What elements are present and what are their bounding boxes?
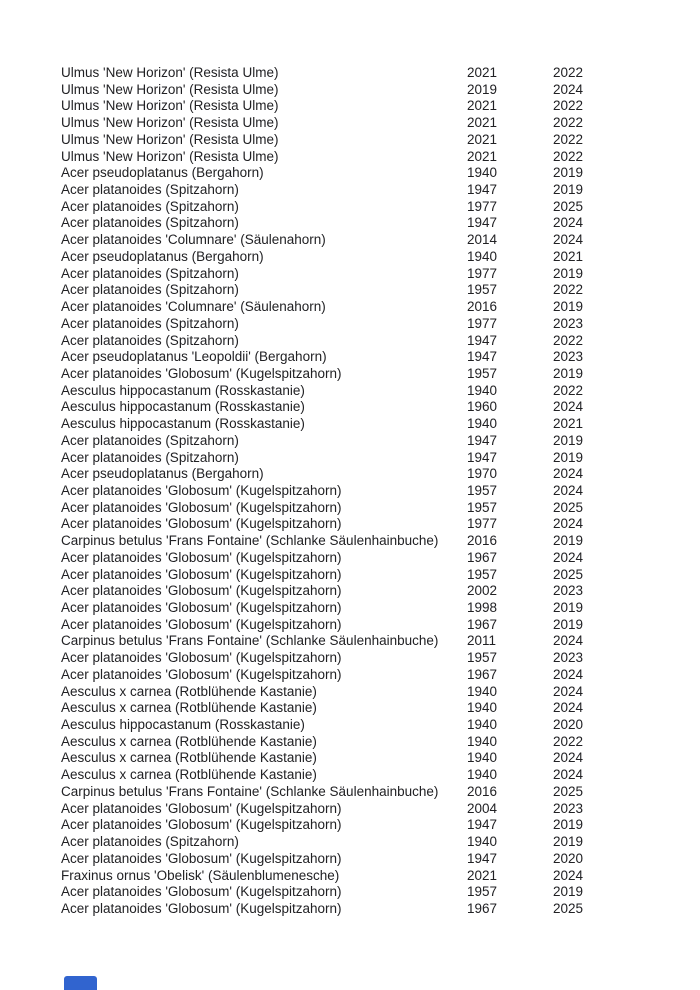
year1-cell: 2016 (467, 299, 498, 315)
species-name-cell: Acer platanoides 'Globosum' (Kugelspitzahorn) (61, 884, 342, 900)
year2-cell: 2024 (553, 867, 584, 883)
species-name-cell: Aesculus hippocastanum (Rosskastanie) (61, 416, 305, 432)
table-row (61, 650, 661, 667)
year2-cell: 2023 (553, 800, 584, 816)
species-name-cell: Acer platanoides 'Globosum' (Kugelspitzahorn) (61, 516, 342, 532)
table-row (61, 851, 661, 868)
year1-cell: 2011 (467, 633, 497, 649)
year2-cell: 2019 (553, 533, 584, 549)
year2-cell: 2019 (553, 884, 584, 900)
species-name-cell: Aesculus x carnea (Rotblühende Kastanie) (61, 767, 317, 783)
year2-cell: 2024 (553, 399, 584, 415)
year1-cell: 1977 (467, 198, 498, 214)
species-name-cell: Acer pseudoplatanus (Bergahorn) (61, 248, 264, 264)
year2-cell: 2024 (553, 232, 584, 248)
species-name-cell: Acer pseudoplatanus (Bergahorn) (61, 466, 264, 482)
species-name-cell: Aesculus x carnea (Rotblühende Kastanie) (61, 683, 317, 699)
table-row (61, 834, 661, 851)
table-row (61, 717, 661, 734)
year1-cell: 2016 (467, 533, 498, 549)
year1-cell: 1960 (467, 399, 498, 415)
year2-cell: 2023 (553, 583, 584, 599)
species-name-cell: Acer pseudoplatanus 'Leopoldii' (Bergahorn) (61, 349, 327, 365)
year2-cell: 2024 (553, 516, 584, 532)
footer-partial-button[interactable] (64, 976, 97, 990)
species-name-cell: Acer platanoides 'Globosum' (Kugelspitzahorn) (61, 583, 342, 599)
year2-cell: 2022 (553, 733, 584, 749)
species-name-cell: Ulmus 'New Horizon' (Resista Ulme) (61, 81, 279, 97)
table-row (61, 132, 661, 149)
year2-cell: 2023 (553, 315, 584, 331)
year1-cell: 2014 (467, 232, 498, 248)
year1-cell: 2021 (467, 65, 498, 80)
year2-cell: 2025 (553, 566, 584, 582)
year2-cell: 2019 (553, 817, 584, 833)
table-row (61, 115, 661, 132)
table-row (61, 282, 661, 299)
year2-cell: 2024 (553, 466, 584, 482)
year1-cell: 1940 (467, 248, 498, 264)
year2-cell: 2024 (553, 666, 584, 682)
species-name-cell: Ulmus 'New Horizon' (Resista Ulme) (61, 98, 279, 114)
year1-cell: 1940 (467, 733, 498, 749)
year1-cell: 1940 (467, 382, 498, 398)
year1-cell: 1957 (467, 499, 498, 515)
year1-cell: 1947 (467, 850, 498, 866)
year1-cell: 1967 (467, 549, 498, 565)
table-row (61, 533, 661, 550)
table-row (61, 600, 661, 617)
species-name-cell: Acer platanoides (Spitzahorn) (61, 332, 239, 348)
year2-cell: 2024 (553, 482, 584, 498)
species-name-cell: Carpinus betulus 'Frans Fontaine' (Schlanke Säulenhainbuche) (61, 633, 439, 649)
table-row (61, 767, 661, 784)
table-row (61, 734, 661, 751)
species-name-cell: Acer platanoides 'Globosum' (Kugelspitzahorn) (61, 482, 342, 498)
species-name-cell: Ulmus 'New Horizon' (Resista Ulme) (61, 131, 279, 147)
year1-cell: 1977 (467, 315, 498, 331)
year1-cell: 1977 (467, 516, 498, 532)
year2-cell: 2022 (553, 98, 584, 114)
table-row (61, 215, 661, 232)
year1-cell: 1947 (467, 817, 498, 833)
year2-cell: 2019 (553, 600, 584, 615)
table-row (61, 349, 661, 366)
species-name-cell: Acer platanoides 'Globosum' (Kugelspitzahorn) (61, 549, 342, 565)
year1-cell: 1957 (467, 365, 498, 381)
species-name-cell: Acer platanoides 'Globosum' (Kugelspitzahorn) (61, 365, 342, 381)
species-name-cell: Aesculus hippocastanum (Rosskastanie) (61, 399, 305, 415)
year1-cell: 1940 (467, 683, 498, 699)
table-row (61, 199, 661, 216)
year2-cell: 2023 (553, 650, 584, 666)
table-row (61, 483, 661, 500)
year2-cell: 2021 (553, 248, 584, 264)
year2-cell: 2023 (553, 349, 584, 365)
table-row (61, 684, 661, 701)
year2-cell: 2022 (553, 131, 584, 147)
species-name-cell: Acer platanoides 'Globosum' (Kugelspitzahorn) (61, 600, 342, 615)
species-name-cell: Aesculus x carnea (Rotblühende Kastanie) (61, 733, 317, 749)
year2-cell: 2024 (553, 750, 584, 766)
species-name-cell: Carpinus betulus 'Frans Fontaine' (Schlanke Säulenhainbuche) (61, 533, 439, 549)
year1-cell: 1947 (467, 215, 498, 231)
year2-cell: 2024 (553, 549, 584, 565)
species-name-cell: Acer platanoides (Spitzahorn) (61, 182, 239, 198)
table-row (61, 801, 661, 818)
year1-cell: 1940 (467, 416, 498, 432)
table-row (61, 149, 661, 166)
table-row (61, 316, 661, 333)
year1-cell: 1947 (467, 332, 498, 348)
table-row (61, 516, 661, 533)
species-name-cell: Fraxinus ornus 'Obelisk' (Säulenblumenesche) (61, 867, 340, 883)
species-name-cell: Aesculus hippocastanum (Rosskastanie) (61, 382, 305, 398)
year2-cell: 2022 (553, 382, 584, 398)
species-name-cell: Acer platanoides (Spitzahorn) (61, 315, 239, 331)
species-name-cell: Acer platanoides (Spitzahorn) (61, 432, 239, 448)
year1-cell: 1957 (467, 482, 498, 498)
year2-cell: 2021 (553, 416, 584, 432)
species-name-cell: Acer platanoides (Spitzahorn) (61, 282, 239, 298)
table-row (61, 784, 661, 801)
table-row (61, 617, 661, 634)
year2-cell: 2019 (553, 365, 584, 381)
species-name-cell: Aesculus x carnea (Rotblühende Kastanie) (61, 750, 317, 766)
year2-cell: 2019 (553, 616, 584, 632)
year2-cell: 2019 (553, 449, 584, 465)
species-name-cell: Acer platanoides 'Globosum' (Kugelspitzahorn) (61, 850, 342, 866)
year2-cell: 2024 (553, 700, 584, 716)
year2-cell: 2025 (553, 900, 584, 916)
year1-cell: 2021 (467, 148, 498, 164)
table-row (61, 98, 661, 115)
table-row (61, 433, 661, 450)
year1-cell: 2021 (467, 98, 498, 114)
table-row (61, 466, 661, 483)
species-name-cell: Acer platanoides 'Columnare' (Säulenahorn) (61, 232, 326, 248)
species-name-cell: Acer platanoides (Spitzahorn) (61, 834, 239, 850)
year1-cell: 1967 (467, 616, 498, 632)
table-row (61, 667, 661, 684)
species-name-cell: Ulmus 'New Horizon' (Resista Ulme) (61, 148, 279, 164)
year1-cell: 1967 (467, 666, 498, 682)
species-name-cell: Ulmus 'New Horizon' (Resista Ulme) (61, 115, 279, 131)
year2-cell: 2024 (553, 767, 584, 783)
table-row (61, 399, 661, 416)
year1-cell: 1947 (467, 349, 498, 365)
year2-cell: 2024 (553, 81, 584, 97)
year1-cell: 1940 (467, 700, 498, 716)
year1-cell: 1940 (467, 834, 498, 850)
species-name-cell: Acer platanoides 'Globosum' (Kugelspitzahorn) (61, 650, 342, 666)
table-row (61, 901, 661, 918)
table-row (61, 249, 661, 266)
table-row (61, 817, 661, 834)
year1-cell: 1940 (467, 165, 498, 181)
year1-cell: 1977 (467, 265, 498, 281)
table-row (61, 500, 661, 517)
species-name-cell: Acer platanoides (Spitzahorn) (61, 215, 239, 231)
table-row (61, 633, 661, 650)
year1-cell: 1947 (467, 449, 498, 465)
table-row (61, 333, 661, 350)
species-name-cell: Aesculus x carnea (Rotblühende Kastanie) (61, 700, 317, 716)
table-row (61, 450, 661, 467)
table-row (61, 550, 661, 567)
year2-cell: 2024 (553, 683, 584, 699)
species-name-cell: Acer platanoides 'Globosum' (Kugelspitzahorn) (61, 817, 342, 833)
table-row (61, 65, 661, 82)
year2-cell: 2022 (553, 282, 584, 298)
year1-cell: 1957 (467, 650, 498, 666)
table-row (61, 182, 661, 199)
year1-cell: 2019 (467, 81, 498, 97)
species-name-cell: Acer platanoides (Spitzahorn) (61, 449, 239, 465)
year2-cell: 2024 (553, 633, 584, 649)
table-row (61, 82, 661, 99)
table-row (61, 366, 661, 383)
table-row (61, 567, 661, 584)
table-row (61, 232, 661, 249)
year2-cell: 2022 (553, 65, 584, 80)
year1-cell: 1957 (467, 884, 498, 900)
species-name-cell: Acer platanoides 'Globosum' (Kugelspitzahorn) (61, 499, 342, 515)
year2-cell: 2019 (553, 299, 584, 315)
table-row (61, 266, 661, 283)
year2-cell: 2024 (553, 215, 584, 231)
year2-cell: 2020 (553, 850, 584, 866)
year1-cell: 1970 (467, 466, 498, 482)
species-name-cell: Acer pseudoplatanus (Bergahorn) (61, 165, 264, 181)
year2-cell: 2020 (553, 717, 584, 733)
year2-cell: 2019 (553, 182, 584, 198)
species-name-cell: Acer platanoides 'Columnare' (Säulenahorn) (61, 299, 326, 315)
year2-cell: 2022 (553, 148, 584, 164)
year1-cell: 2016 (467, 783, 498, 799)
species-name-cell: Acer platanoides (Spitzahorn) (61, 198, 239, 214)
table-row (61, 868, 661, 885)
table-row (61, 700, 661, 717)
table-row (61, 165, 661, 182)
species-name-cell: Acer platanoides 'Globosum' (Kugelspitzahorn) (61, 666, 342, 682)
species-name-cell: Acer platanoides 'Globosum' (Kugelspitzahorn) (61, 616, 342, 632)
year2-cell: 2025 (553, 198, 584, 214)
species-name-cell: Acer platanoides 'Globosum' (Kugelspitzahorn) (61, 566, 342, 582)
year2-cell: 2025 (553, 783, 584, 799)
table-row (61, 416, 661, 433)
year2-cell: 2019 (553, 265, 584, 281)
year2-cell: 2019 (553, 432, 584, 448)
species-name-cell: Acer platanoides 'Globosum' (Kugelspitzahorn) (61, 800, 342, 816)
year1-cell: 2004 (467, 800, 498, 816)
year1-cell: 1998 (467, 600, 498, 615)
year1-cell: 1947 (467, 432, 498, 448)
year1-cell: 2002 (467, 583, 498, 599)
year1-cell: 1940 (467, 750, 498, 766)
year2-cell: 2019 (553, 165, 584, 181)
year2-cell: 2022 (553, 115, 584, 131)
year2-cell: 2025 (553, 499, 584, 515)
species-name-cell: Acer platanoides (Spitzahorn) (61, 265, 239, 281)
year1-cell: 1940 (467, 717, 498, 733)
year1-cell: 1947 (467, 182, 498, 198)
year1-cell: 1967 (467, 900, 498, 916)
species-name-cell: Ulmus 'New Horizon' (Resista Ulme) (61, 65, 279, 80)
table-row (61, 583, 661, 600)
year1-cell: 1957 (467, 566, 498, 582)
tree-list (61, 65, 661, 918)
year1-cell: 2021 (467, 131, 498, 147)
year1-cell: 2021 (467, 115, 498, 131)
species-name-cell: Carpinus betulus 'Frans Fontaine' (Schlanke Säulenhainbuche) (61, 783, 439, 799)
year2-cell: 2022 (553, 332, 584, 348)
table-row (61, 750, 661, 767)
year2-cell: 2019 (553, 834, 584, 850)
species-name-cell: Acer platanoides 'Globosum' (Kugelspitzahorn) (61, 900, 342, 916)
table-row (61, 383, 661, 400)
year1-cell: 1957 (467, 282, 498, 298)
table-row (61, 299, 661, 316)
table-row (61, 884, 661, 901)
year1-cell: 2021 (467, 867, 498, 883)
year1-cell: 1940 (467, 767, 498, 783)
species-name-cell: Aesculus hippocastanum (Rosskastanie) (61, 717, 305, 733)
